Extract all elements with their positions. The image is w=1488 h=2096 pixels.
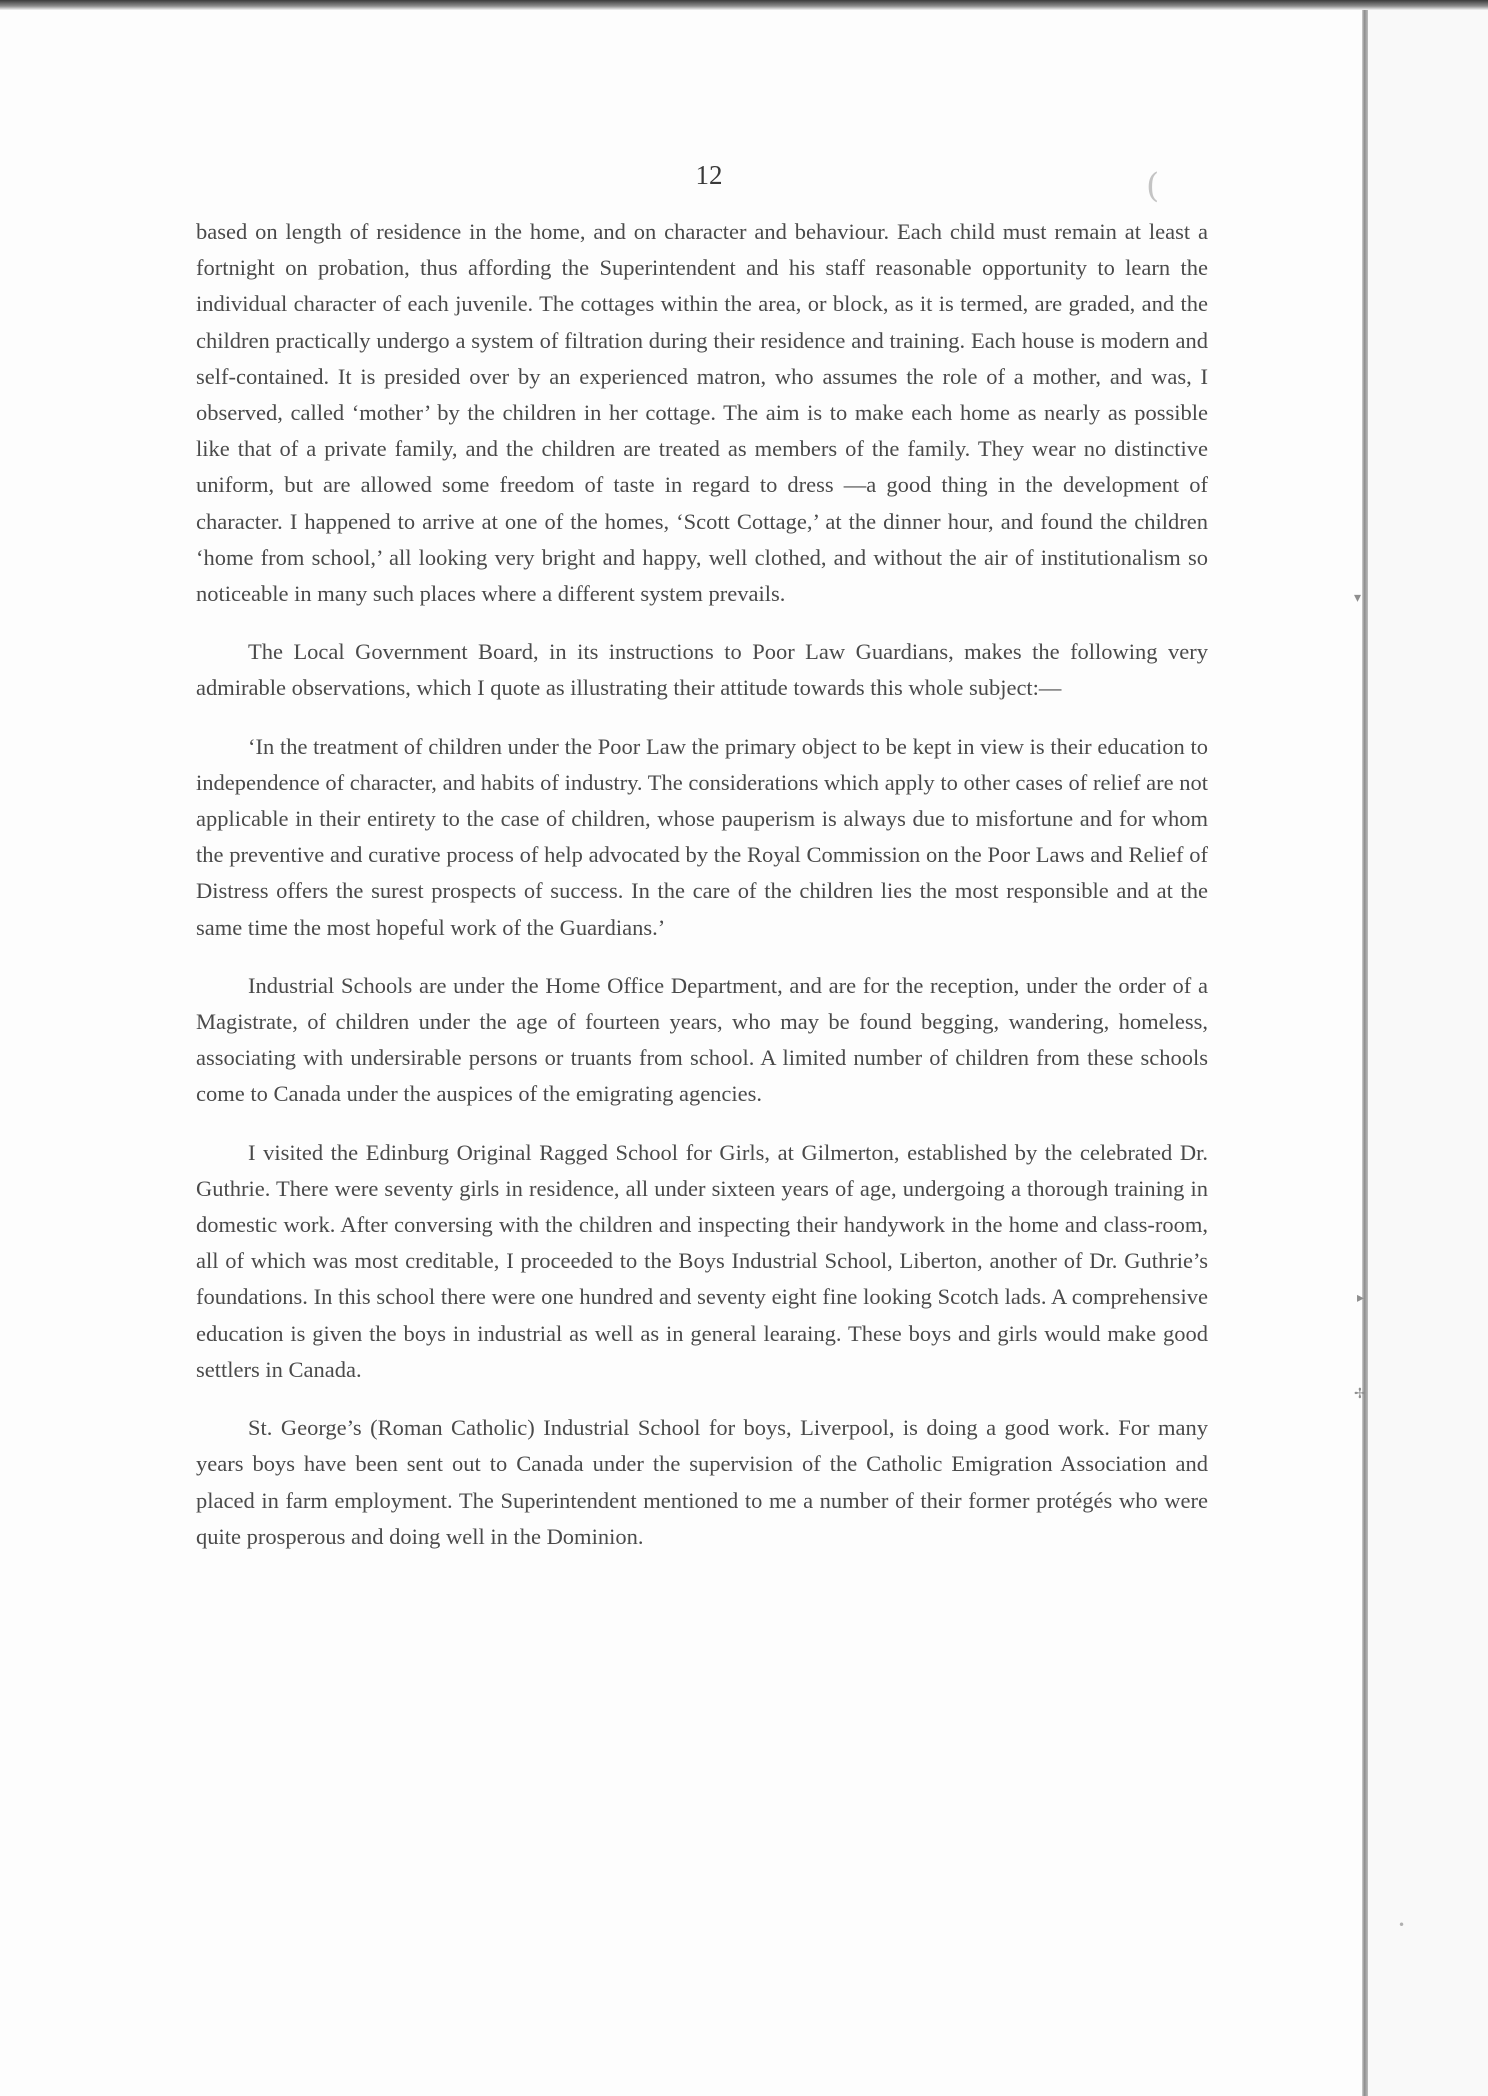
paragraph-4: Industrial Schools are under the Home Office Department, and are for the reception, under the order of a Magistrate, of children under the age of fourteen years, who may be found begging, wandering, homeless, associating with undersirable persons or truants from school. A limited number of children from these schools come to Canada under the auspices of the emigrating agencies. xyxy=(196,972,1208,1107)
margin-mark-top: ( xyxy=(1146,166,1160,206)
paragraph-5: I visited the Edinburg Original Ragged School for Girls, at Gilmerton, established by the celebrated Dr. Guthrie. There were seventy girls in residence, all under sixteen years of age, undergoing a thorough training in domestic work. After conversing with the children and inspecting their handywork in the home and class-room, all of which was most creditable, I proceeded to the Boys Industrial School, Liberton, another of Dr. Guthrie’s foundations. In this school there were one hundred and seventy eight fine looking Scotch lads. A comprehensive education is given the boys in industrial as well as in general learaing. These boys and girls would make good settlers in Canada. xyxy=(196,1139,1208,1382)
margin-mark-2: ▸ xyxy=(1357,1290,1365,1306)
paragraph-1: based on length of residence in the home, and on character and behaviour. Each child must remain at least a fortnight on probation, thus affording the Superintendent and his staff reasonable opportunity to learn the individual character of each juvenile. The cottages within the area, or block, as it is termed, are graded, and the children practically undergo a system of filtration during their residence and training. Each house is modern and self-contained. It is presided over by an experienced matron, who assumes the role of a mother, and was, I observed, called ‘mother’ by the children in her cottage. The aim is to make each home as nearly as possible like that of a private family, and the children are treated as members of the family. They wear no distinctive uniform, but are allowed some freedom of taste in regard to dress —a good thing in the development of character. I happened to arrive at one of the homes, ‘Scott Cottage,’ at the dinner hour, and found the children ‘home from school,’ all looking very bright and happy, well clothed, and without the air of institutionalism so noticeable in many such places where a different system prevails. xyxy=(196,219,1208,607)
paragraph-2: The Local Government Board, in its instructions to Poor Law Guardians, makes the following very admirable observations, which I quote as illustrating their attitude towards this whole subject:— xyxy=(196,639,1208,701)
scan-top-border xyxy=(0,0,1488,10)
paragraph-6: St. George’s (Roman Catholic) Industrial School for boys, Liverpool, is doing a good work. For many years boys have been sent out to Canada under the supervision of the Catholic Emigration Association and placed in farm employment. The Superintendent mentioned to me a number of their former protégés who were quite prosperous and doing well in the Dominion. xyxy=(196,1415,1208,1549)
paragraph-3-quotation: ‘In the treatment of children under the Poor Law the primary object to be kept in view is their education to independence of character, and habits of industry. The considerations which apply to other cases of relief are not applicable in their entirety to the case of children, whose pauperism is always due to misfortune and for whom the preventive and curative process of help advocated by the Royal Commission on the Poor Laws and Relief of Distress offers the surest prospects of success. In the care of the children lies the most responsible and at the same time the most hopeful work of the Guardians.’ xyxy=(196,733,1208,940)
margin-mark-4: • xyxy=(1398,1918,1406,1932)
adjacent-page-strip xyxy=(1368,10,1488,2096)
page-number: 12 xyxy=(695,160,723,190)
margin-mark-1: ▾ xyxy=(1354,590,1362,606)
body-text xyxy=(196,214,1208,1555)
margin-mark-3: ✢ xyxy=(1354,1386,1366,1402)
